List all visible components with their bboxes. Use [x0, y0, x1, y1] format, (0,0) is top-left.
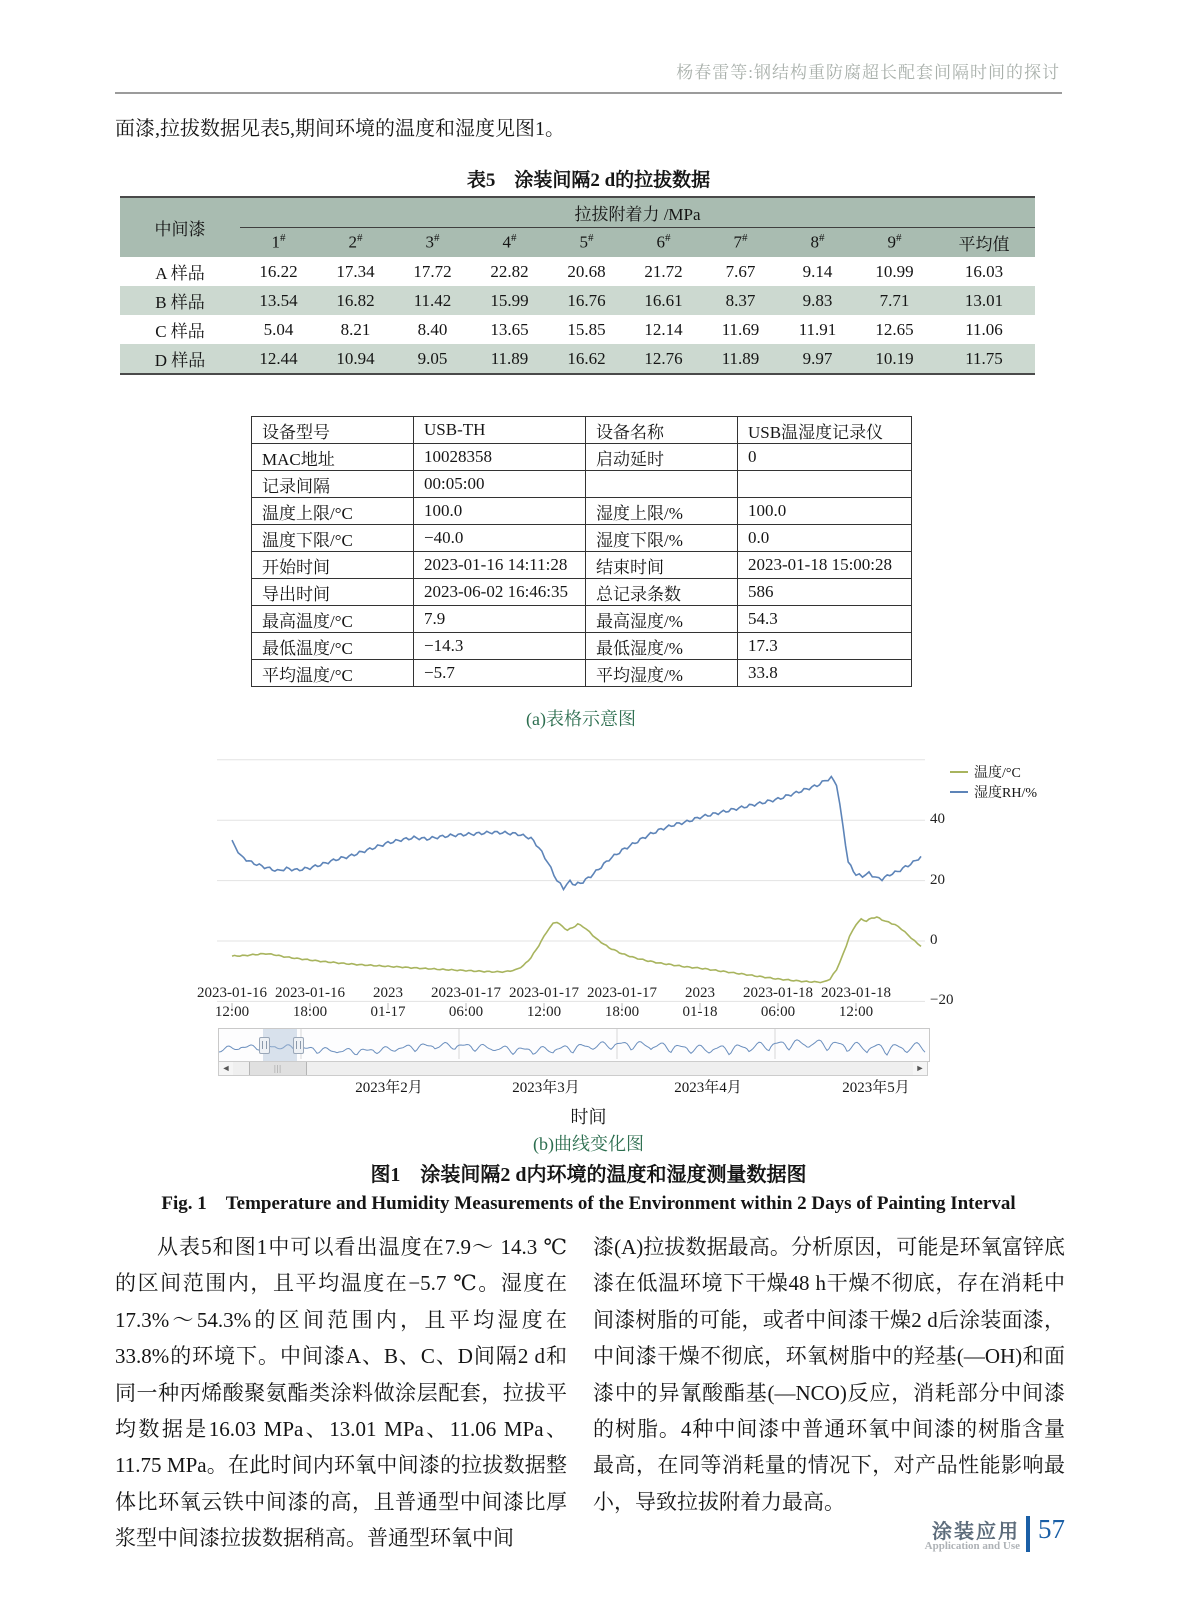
- footer-journal-en: Application and Use: [924, 1540, 1020, 1552]
- table-cell: 100.0: [738, 498, 912, 525]
- table-cell: 平均湿度/%: [586, 660, 738, 687]
- x-axis-title: 时间: [570, 1107, 607, 1127]
- header-rule: [115, 92, 1062, 94]
- table-cell: 12.65: [875, 319, 914, 339]
- table-row: [252, 552, 912, 579]
- table5-col-header: 7#: [702, 228, 779, 258]
- table-cell: 启动延时: [586, 444, 738, 471]
- sample-label: D 样品: [120, 344, 240, 374]
- scrollbar-left-arrow-icon[interactable]: ◄: [219, 1062, 233, 1075]
- navigator-left-handle[interactable]: [259, 1037, 270, 1054]
- table5-avg-header: 平均值: [933, 228, 1035, 258]
- table-cell: 0.0: [738, 525, 912, 552]
- table-cell: 16.22: [259, 261, 298, 281]
- table5-header: [120, 197, 1035, 257]
- tick-line1: 2023-01-16: [275, 985, 345, 1001]
- table-cell: 9.83: [779, 286, 856, 315]
- tick-line1: 2023-01-17: [431, 985, 501, 1001]
- table5-subheader-row: [120, 228, 1035, 258]
- table-row: [252, 444, 912, 471]
- tick-line1: 2023-01-16: [197, 985, 267, 1001]
- table5-col-header: 9#: [856, 228, 933, 258]
- table-row: [252, 417, 912, 444]
- table-cell: 湿度上限/%: [586, 498, 738, 525]
- chart-navigator[interactable]: [218, 1028, 930, 1062]
- table-cell: 7.71: [856, 286, 933, 315]
- table-cell: USB-TH: [414, 417, 586, 444]
- table5-group-header: 中间漆: [120, 197, 240, 257]
- chart-legend: [950, 762, 1037, 802]
- table-cell: 11.42: [394, 286, 471, 315]
- table-cell: MAC地址: [252, 444, 414, 471]
- page-number: 57: [1038, 1514, 1065, 1544]
- table-cell: 11.75: [933, 344, 1035, 374]
- tick-line1: 2023-01-18: [821, 985, 891, 1001]
- table5-col-header: 8#: [779, 228, 856, 258]
- table-cell: 8.21: [340, 319, 371, 339]
- y-axis-tick-label: 40: [930, 811, 945, 828]
- table-cell: 9.14: [802, 261, 833, 281]
- table5-span-header: 拉拔附着力 /MPa: [240, 197, 1035, 228]
- chart-scrollbar[interactable]: [218, 1061, 928, 1076]
- y-axis-tick-label: 20: [930, 871, 945, 888]
- tick-line2: 12:00: [526, 1004, 562, 1020]
- table-cell: 15.99: [471, 286, 548, 315]
- legend-line-swatch: [950, 791, 968, 793]
- table-cell: 10028358: [414, 444, 586, 471]
- legend-entry: [950, 762, 1037, 782]
- table-cell: −5.7: [414, 660, 586, 687]
- table5-col-header: 2#: [317, 228, 394, 258]
- table-cell: 11.89: [471, 344, 548, 374]
- table-cell: 16.62: [548, 344, 625, 374]
- table-row: [252, 579, 912, 606]
- navigator-month-label: 2023年4月: [674, 1080, 742, 1096]
- navigator-wave: [219, 1029, 927, 1059]
- tick-line2: 18:00: [604, 1004, 640, 1020]
- table-row: [252, 660, 912, 687]
- line-chart: [215, 752, 935, 1019]
- table-cell: 00:05:00: [414, 471, 586, 498]
- table-cell: 16.03: [964, 261, 1004, 281]
- tick-line1: 2023: [685, 985, 715, 1001]
- table-row: [252, 525, 912, 552]
- table-cell: 12.44: [240, 344, 317, 374]
- table-cell: 13.65: [490, 319, 529, 339]
- table-cell: 最低温度/°C: [252, 633, 414, 660]
- body-column-left: 从表5和图1中可以看出温度在7.9～ 14.3 ℃的区间范围内，且平均温度在−5.7 ℃。湿度在17.3%～54.3%的区间范围内，且平均湿度在33.8%的环境下。中间漆A、B、C、D间隔2 d和同一种丙烯酸聚氨酯类涂料做涂层配套，拉拔平均数据是16.03 MPa、13.01 MPa、11.06 MPa、11.75 MPa。在此时间内环氧中间漆的拉拔数据整体比环氧云铁中间漆的高，且普通型中间漆比厚浆型中间漆拉拔数据稍高。普通型环氧中间: [115, 1235, 567, 1551]
- pullout-data-table: [120, 196, 1035, 375]
- table5-body: [120, 257, 1035, 374]
- table-cell: 平均温度/°C: [252, 660, 414, 687]
- table-cell: 54.3: [738, 606, 912, 633]
- x-axis-tick-label: [808, 984, 904, 1022]
- legend-label: 湿度RH/%: [974, 786, 1037, 801]
- tick-line1: 2023: [373, 985, 403, 1001]
- table-cell: 12.14: [644, 319, 683, 339]
- table-row: [252, 471, 912, 498]
- table-cell: 16.61: [625, 286, 702, 315]
- table-cell: [586, 471, 738, 498]
- table-cell: USB温湿度记录仪: [738, 417, 912, 444]
- table-cell: 10.94: [317, 344, 394, 374]
- sample-label: B 样品: [120, 286, 240, 315]
- table-cell: 5.04: [263, 319, 294, 339]
- table-cell: 最高温度/°C: [252, 606, 414, 633]
- table-cell: 结束时间: [586, 552, 738, 579]
- table-cell: 22.82: [490, 261, 529, 281]
- table-cell: 100.0: [414, 498, 586, 525]
- tick-line2: 01-17: [370, 1004, 406, 1020]
- table-cell: 7.67: [725, 261, 756, 281]
- legend-entry: [950, 782, 1037, 802]
- device-table-body: [252, 417, 912, 687]
- figure1-caption-en: Fig. 1 Temperature and Humidity Measurements of the Environment within 2 Days of Painting Interval: [161, 1193, 1016, 1214]
- table-cell: 12.76: [625, 344, 702, 374]
- table-cell: 11.91: [798, 319, 837, 339]
- tick-line2: 06:00: [448, 1004, 484, 1020]
- sample-label: A 样品: [155, 264, 205, 283]
- table-cell: 9.05: [394, 344, 471, 374]
- table-row: [120, 344, 1035, 374]
- table-cell: 17.34: [336, 261, 375, 281]
- table-cell: 10.19: [856, 344, 933, 374]
- table-cell: 最低湿度/%: [586, 633, 738, 660]
- table-cell: 7.9: [414, 606, 586, 633]
- table5-col-header: 1#: [240, 228, 317, 258]
- table-cell: 湿度下限/%: [586, 525, 738, 552]
- table-cell: 2023-06-02 16:46:35: [414, 579, 586, 606]
- legend-line-swatch: [950, 771, 968, 773]
- table-cell: [738, 471, 912, 498]
- sample-label: C 样品: [155, 322, 205, 341]
- table-row: [120, 286, 1035, 315]
- table-cell: 586: [738, 579, 912, 606]
- table-cell: 9.97: [779, 344, 856, 374]
- table5-col-header: 6#: [625, 228, 702, 258]
- table-row: [252, 606, 912, 633]
- table-cell: 总记录条数: [586, 579, 738, 606]
- chart-canvas: [215, 752, 935, 1014]
- figure1-caption-cn: 图1 涂装间隔2 d内环境的温度和湿度测量数据图: [370, 1164, 807, 1186]
- table-cell: −14.3: [414, 633, 586, 660]
- tick-line1: 2023-01-18: [743, 985, 813, 1001]
- table-row: [120, 257, 1035, 286]
- table-cell: 20.68: [567, 261, 606, 281]
- table-cell: 2023-01-16 14:11:28: [414, 552, 586, 579]
- device-info-table: [251, 416, 912, 687]
- body-column-right: 漆(A)拉拔数据最高。分析原因，可能是环氧富锌底漆在低温环境下干燥48 h干燥不彻底，存在消耗中间漆树脂的可能，或者中间漆干燥2 d后涂装面漆，中间漆干燥不彻底，环氧树脂中的羟基(—OH)和面漆中的异氰酸酯基(—NCO)反应，消耗部分中间漆的树脂。4种中间漆中普通环氧中间漆的树脂含量最高，在同等消耗量的情况下，对产品性能影响最小，导致拉拔附着力最高。: [593, 1235, 1065, 1514]
- table-cell: 导出时间: [252, 579, 414, 606]
- table-cell: 温度上限/°C: [252, 498, 414, 525]
- table-cell: 8.40: [417, 319, 448, 339]
- navigator-month-label: 2023年2月: [355, 1080, 423, 1096]
- table-cell: 2023-01-18 15:00:28: [738, 552, 912, 579]
- y-axis-tick-label: 0: [930, 932, 938, 948]
- tick-line1: 2023-01-17: [587, 985, 657, 1001]
- table-cell: 33.8: [738, 660, 912, 687]
- table-cell: 13.01: [933, 286, 1035, 315]
- table-cell: 17.3: [738, 633, 912, 660]
- intro-paragraph: 面漆,拉拔数据见表5,期间环境的温度和湿度见图1。: [115, 118, 565, 140]
- table-row: [252, 498, 912, 525]
- tick-line2: 18:00: [292, 1004, 328, 1020]
- table-cell: 10.99: [875, 261, 914, 281]
- subfigure-a-caption: (a)表格示意图: [526, 709, 636, 729]
- tick-line2: 01-18: [682, 1004, 718, 1020]
- tick-line2: 12:00: [214, 1004, 250, 1020]
- table-cell: 11.69: [721, 319, 760, 339]
- navigator-right-handle[interactable]: [293, 1037, 304, 1054]
- table5-title: 表5 涂装间隔2 d的拉拔数据: [466, 170, 711, 191]
- navigator-month-label: 2023年3月: [512, 1080, 580, 1096]
- table-cell: 设备型号: [252, 417, 414, 444]
- table-cell: 0: [738, 444, 912, 471]
- table-cell: 最高湿度/%: [586, 606, 738, 633]
- table-cell: 13.54: [240, 286, 317, 315]
- table5-col-header: 4#: [471, 228, 548, 258]
- table-cell: 温度下限/°C: [252, 525, 414, 552]
- table-cell: 16.76: [548, 286, 625, 315]
- table5-col-header: 5#: [548, 228, 625, 258]
- navigator-month-label: 2023年5月: [842, 1080, 910, 1096]
- scrollbar-right-arrow-icon[interactable]: ►: [913, 1062, 927, 1075]
- tick-line2: 12:00: [838, 1004, 874, 1020]
- table-cell: 11.06: [965, 319, 1003, 339]
- table-cell: 开始时间: [252, 552, 414, 579]
- table-cell: 11.89: [702, 344, 779, 374]
- footer-divider-bar: [1026, 1516, 1030, 1552]
- table5-col-header: 3#: [394, 228, 471, 258]
- table-cell: 记录间隔: [252, 471, 414, 498]
- table-cell: 设备名称: [586, 417, 738, 444]
- table-row: [120, 315, 1035, 344]
- table-cell: 17.72: [413, 261, 452, 281]
- table-row: [252, 633, 912, 660]
- table-cell: 15.85: [567, 319, 606, 339]
- table-cell: −40.0: [414, 525, 586, 552]
- table-cell: 21.72: [644, 261, 683, 281]
- tick-line1: 2023-01-17: [509, 985, 579, 1001]
- y-axis-tick-label: −20: [930, 992, 954, 1009]
- tick-line2: 06:00: [760, 1004, 796, 1020]
- table-cell: 8.37: [702, 286, 779, 315]
- table-cell: 16.82: [317, 286, 394, 315]
- running-header: 杨春雷等:钢结构重防腐超长配套间隔时间的探讨: [676, 63, 1060, 82]
- footer-journal-cn: 涂装应用: [932, 1521, 1020, 1543]
- scrollbar-thumb[interactable]: |||: [249, 1062, 307, 1075]
- legend-label: 温度/°C: [974, 766, 1021, 781]
- subfigure-b-caption: (b)曲线变化图: [533, 1134, 644, 1154]
